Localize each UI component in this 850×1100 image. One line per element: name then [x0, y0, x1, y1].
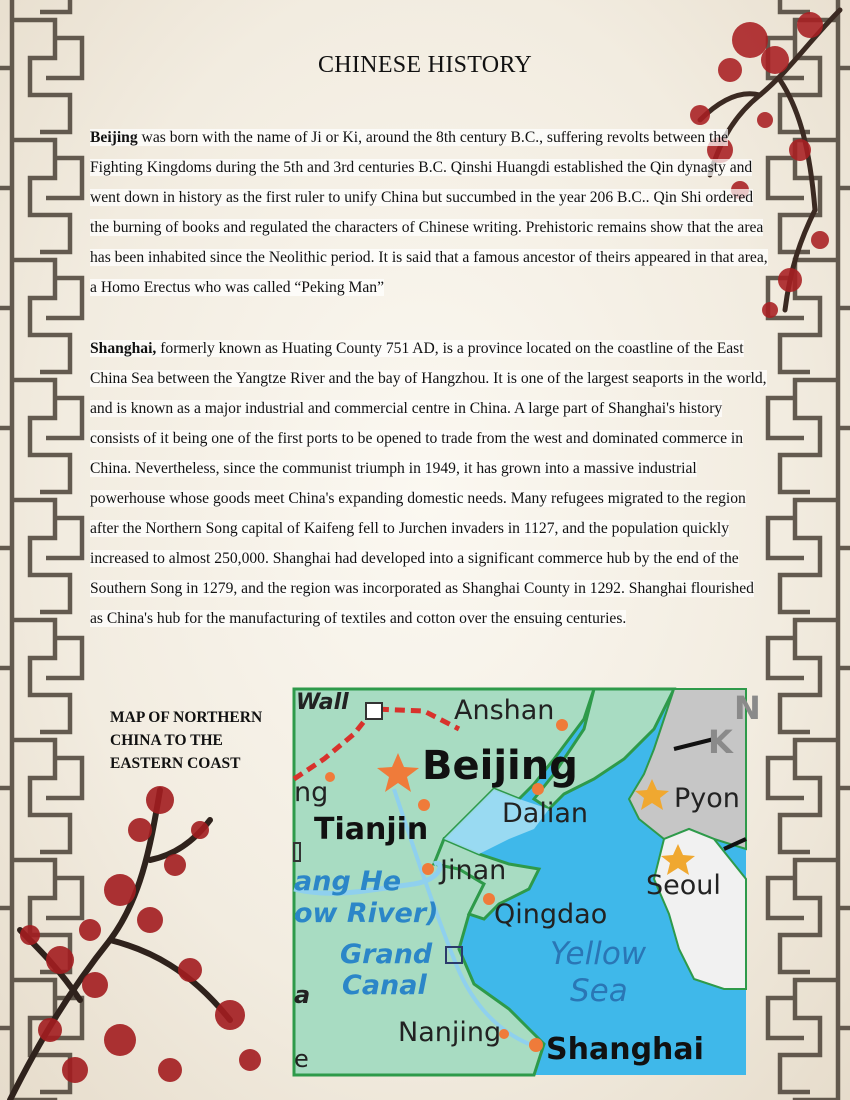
map-label-nanjing: Nanjing: [398, 1017, 502, 1048]
shanghai-dot: [529, 1038, 543, 1052]
paragraph-body-shanghai: formerly known as Huating County 751 AD, is a province located on the coastline of the East China Sea between the Yangtze River and the bay of Hangzhou. It is one of the largest seaports in the world, and is known as a major industrial and commercial centre in China. A large part of Shanghai's history consists of it being one of the first ports to be opened to trade from the west and dominated commerce in China. Nevertheless, since the communist triumph in 1949, it has grown into a massive industrial powerhouse whose goods meet China's expanding domestic needs. Many refugees migrated to the region after the Northern Song capital of Kaifeng fell to Jurchen invaders in 1127, and the population quickly increased to almost 250,000. Shanghai had developed into a significant commerce hub by the end of the Southern Song in 1279, and the region was incorporated as Shanghai County in 1292. Shanghai flourished as China's hub for the manufacturing of textiles and cotton over the ensuing centuries.: [90, 340, 767, 627]
map-caption: MAP OF NORTHERN CHINA TO THE EASTERN COAST: [110, 709, 263, 772]
map-label-pyongyang: Pyon: [674, 783, 740, 814]
map-label-wall: Wall: [296, 690, 349, 715]
map-label-sea: Sea: [570, 973, 628, 1009]
map-label-qingdao: Qingdao: [494, 899, 608, 930]
paragraph-lead-beijing: Beijing: [90, 129, 138, 146]
map-label-river-1: ang He: [294, 866, 402, 897]
jinan-dot: [422, 863, 434, 875]
map-label-yellow: Yellow: [550, 936, 647, 972]
map-label-beijing: Beijing: [422, 743, 578, 789]
map-label-shanghai: Shanghai: [546, 1032, 704, 1067]
paragraph-shanghai: [90, 334, 770, 634]
map-label-dalian: Dalian: [502, 798, 588, 829]
map-label-canal: Canal: [342, 970, 427, 1001]
map-label-tianjin: Tianjin: [314, 812, 429, 847]
map-label-river-2: ow River): [294, 898, 439, 929]
map-label-a-fragment: a: [294, 981, 311, 1009]
map-label-jinan: Jinan: [440, 855, 507, 886]
paragraph-lead-shanghai: Shanghai,: [90, 340, 157, 357]
map-label-e-fragment: e: [294, 1045, 309, 1073]
blossom-decoration-bottom-left: [0, 770, 300, 1100]
anshan-dot: [556, 719, 568, 731]
wall-square-marker: [366, 703, 382, 719]
map-label-k-fragment: K: [708, 723, 733, 761]
map-image: [294, 689, 761, 1075]
document-title: CHINESE HISTORY: [317, 52, 533, 78]
paragraph-body-beijing: was born with the name of Ji or Ki, around the 8th century B.C., suffering revolts between the Fighting Kingdoms during the 5th and 3rd centuries B.C. Qinshi Huangdi established the Qin dynasty and went down in history as the first ruler to unify China but succumbed in the year 206 B.C.. Qin Shi ordered the burning of books and regulated the characters of Chinese writing. Prehistoric remains show that the area has been inhabited since the Neolithic period. It is said that a famous ancestor of theirs appeared in that area, a Homo Erectus who was called “Peking Man”: [90, 129, 768, 296]
map-label-seoul: Seoul: [646, 870, 721, 901]
map-label-grand: Grand: [340, 939, 433, 970]
map-label-g-fragment: ng: [294, 777, 329, 808]
tianjin-dot: [418, 799, 430, 811]
paragraph-beijing: [90, 123, 770, 303]
map-label-anshan: Anshan: [454, 695, 555, 726]
map-label-n-fragment: N: [734, 689, 761, 727]
